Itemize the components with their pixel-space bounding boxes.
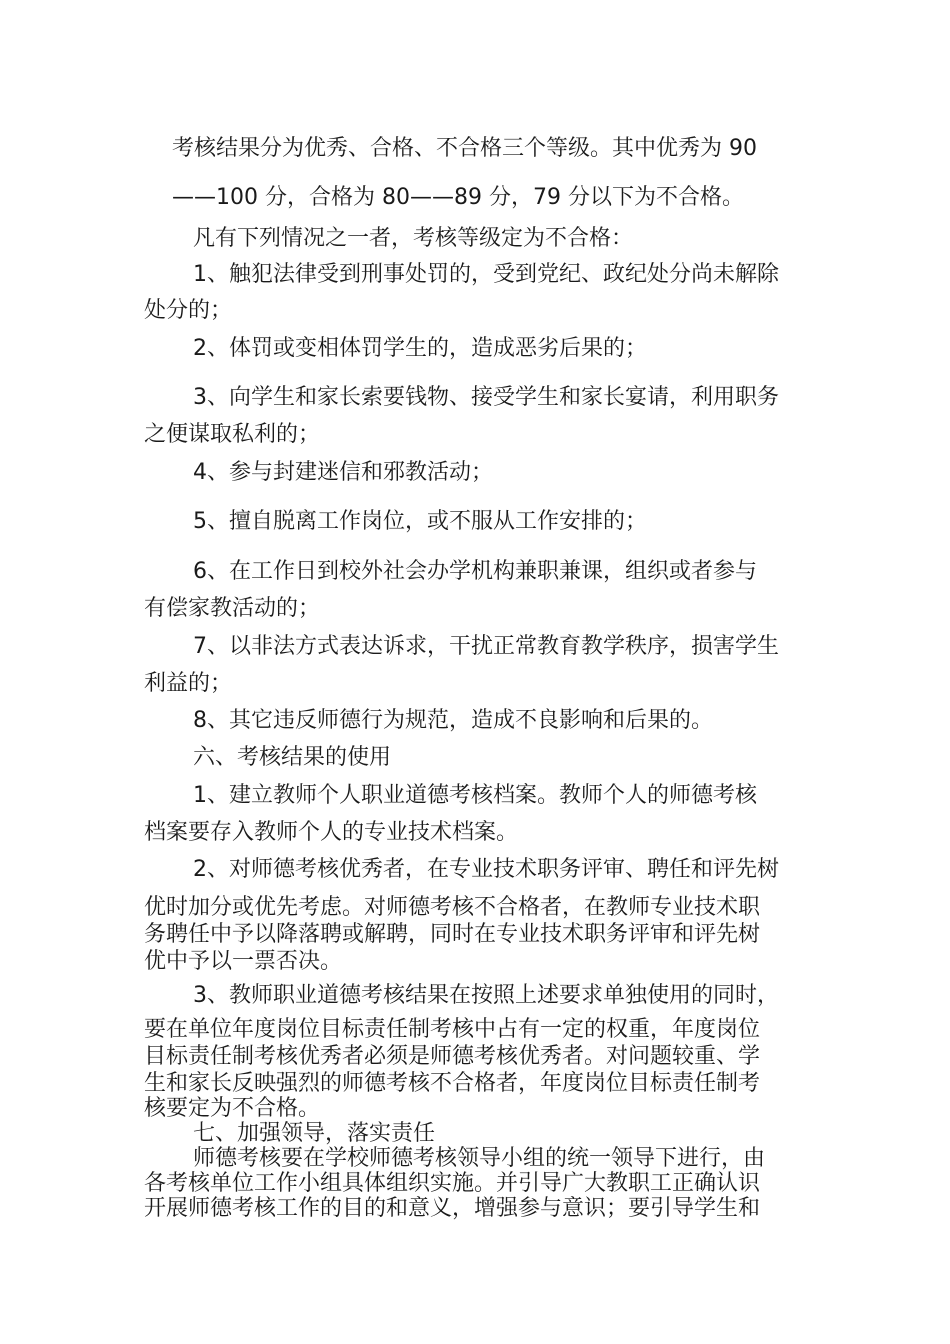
text-line: 利益的； bbox=[144, 671, 233, 696]
text-line: ——100 分，合格为 80——89 分，79 分以下为不合格。 bbox=[172, 185, 744, 210]
text-line: 各考核单位工作小组具体组织实施。并引导广大教职工正确认识 bbox=[144, 1171, 761, 1196]
text-line: 4、参与封建迷信和邪教活动； bbox=[193, 460, 493, 485]
text-line: 7、以非法方式表达诉求，干扰正常教育教学秩序，损害学生 bbox=[193, 634, 779, 659]
section-heading: 七、加强领导，落实责任 bbox=[193, 1121, 436, 1146]
text-line: 之便谋取私利的； bbox=[144, 422, 321, 447]
text-line: 核要定为不合格。 bbox=[144, 1096, 321, 1121]
text-line: 师德考核要在学校师德考核领导小组的统一领导下进行，由 bbox=[193, 1146, 766, 1171]
text-line: 凡有下列情况之一者，考核等级定为不合格： bbox=[193, 226, 634, 251]
text-line: 考核结果分为优秀、合格、不合格三个等级。其中优秀为 90 bbox=[172, 136, 757, 161]
text-line: 有偿家教活动的； bbox=[144, 596, 321, 621]
text-line: 要在单位年度岗位目标责任制考核中占有一定的权重，年度岗位 bbox=[144, 1017, 761, 1042]
text-line: 6、在工作日到校外社会办学机构兼职兼课，组织或者参与 bbox=[193, 559, 757, 584]
text-line: 3、教师职业道德考核结果在按照上述要求单独使用的同时， bbox=[193, 983, 779, 1008]
text-line: 8、其它违反师德行为规范，造成不良影响和后果的。 bbox=[193, 708, 713, 733]
text-line: 1、触犯法律受到刑事处罚的，受到党纪、政纪处分尚未解除 bbox=[193, 262, 779, 287]
text-line: 优时加分或优先考虑。对师德考核不合格者，在教师专业技术职 bbox=[144, 895, 761, 920]
text-line: 2、体罚或变相体罚学生的，造成恶劣后果的； bbox=[193, 336, 647, 361]
text-line: 1、建立教师个人职业道德考核档案。教师个人的师德考核 bbox=[193, 783, 757, 808]
text-line: 开展师德考核工作的目的和意义，增强参与意识；要引导学生和 bbox=[144, 1196, 761, 1221]
section-heading: 六、考核结果的使用 bbox=[193, 745, 392, 770]
text-line: 5、擅自脱离工作岗位，或不服从工作安排的； bbox=[193, 509, 647, 534]
text-line: 生和家长反映强烈的师德考核不合格者，年度岗位目标责任制考 bbox=[144, 1071, 761, 1096]
text-line: 2、对师德考核优秀者，在专业技术职务评审、聘任和评先树 bbox=[193, 857, 779, 882]
text-line: 优中予以一票否决。 bbox=[144, 949, 343, 974]
text-line: 档案要存入教师个人的专业技术档案。 bbox=[144, 820, 519, 845]
text-line: 3、向学生和家长索要钱物、接受学生和家长宴请，利用职务 bbox=[193, 385, 779, 410]
text-line: 务聘任中予以降落聘或解聘，同时在专业技术职务评审和评先树 bbox=[144, 922, 761, 947]
text-line: 目标责任制考核优秀者必须是师德考核优秀者。对问题较重、学 bbox=[144, 1044, 761, 1069]
text-line: 处分的； bbox=[144, 298, 233, 323]
